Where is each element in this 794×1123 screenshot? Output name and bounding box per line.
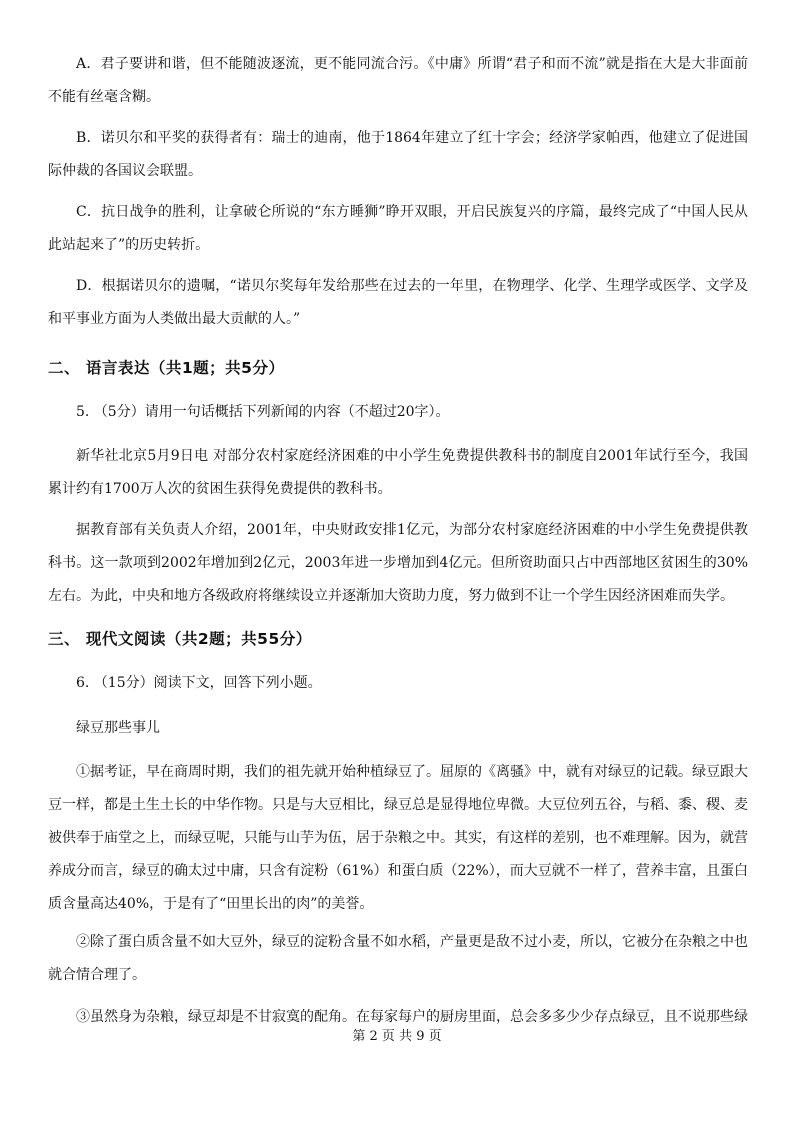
news-paragraph-1: 新华社北京5月9日电 对部分农村家庭经济困难的中小学生免费提供教科书的制度自2001年试行至今，我国累计约有1700万人次的贫困生获得免费提供的教科书。 bbox=[48, 448, 748, 497]
section-heading-reading: 三、 现代文阅读（共2题；共55分） bbox=[48, 630, 312, 648]
news-paragraph-2: 据教育部有关负责人介绍，2001年，中央财政安排1亿元，为部分农村家庭经济困难的中小学生免费提供教科书。这一款项到2002年增加到2亿元，2003年进一步增加到4亿元。但所资助面只占中西部地区贫困生的30%左右。为此，中央和地方各级政府将继续设立并逐渐加大资助力度，努力做到不让一个学生因经济困难而失学。 bbox=[48, 522, 748, 604]
option-c: C．抗日战争的胜利，让拿破仑所说的“东方睡狮”睁开双眼，开启民族复兴的序篇，最终完成了“中国人民从此站起来了”的历史转折。 bbox=[48, 204, 748, 253]
article-paragraph-3: ③虽然身为杂粮，绿豆却是不甘寂寞的配角。在每家每户的厨房里面，总会多多少少存点绿豆，且不说那些绿 bbox=[76, 1009, 748, 1025]
page-footer: 第 2 页 共 9 页 bbox=[352, 1029, 442, 1044]
article-title: 绿豆那些事儿 bbox=[76, 720, 160, 736]
article-paragraph-1: ①据考证，早在商周时期，我们的祖先就开始种植绿豆了。屈原的《离骚》中，就有对绿豆的记载。绿豆跟大豆一样，都是土生土长的中华作物。只是与大豆相比，绿豆总是显得地位卑微。大豆位列五谷，与稻、黍、稷、麦被供奉于庙堂之上，而绿豆呢，只能与山芋为伍，居于杂粮之中。其实，有这样的差别，也不难理解。因为，就营养成分而言，绿豆的确太过中庸，只含有淀粉（61%）和蛋白质（22%），而大豆就不一样了，营养丰富，且蛋白质含量高达40%，于是有了“田里长出的肉”的美誉。 bbox=[48, 764, 748, 912]
option-a: A．君子要讲和谐，但不能随波逐流，更不能同流合污。《中庸》所谓“君子和而不流”就是指在大是大非面前不能有丝毫含糊。 bbox=[48, 56, 748, 105]
article-paragraph-2: ②除了蛋白质含量不如大豆外，绿豆的淀粉含量不如水稻，产量更是敌不过小麦，所以，它被分在杂粮之中也就合情合理了。 bbox=[48, 934, 748, 983]
option-b: B．诺贝尔和平奖的获得者有：瑞士的迪南，他于1864年建立了红十字会；经济学家帕西，他建立了促进国际仲裁的各国议会联盟。 bbox=[48, 130, 748, 179]
section-heading-language: 二、 语言表达（共1题；共5分） bbox=[48, 359, 285, 377]
question-5: 5. （5分）请用一句话概括下列新闻的内容（不超过20字）。 bbox=[76, 404, 450, 420]
question-6: 6. （15分）阅读下文，回答下列小题。 bbox=[76, 675, 322, 691]
option-d: D．根据诺贝尔的遗嘱，“诺贝尔奖每年发给那些在过去的一年里，在物理学、化学、生理学或医学、文学及和平事业方面为人类做出最大贡献的人。” bbox=[48, 278, 748, 327]
